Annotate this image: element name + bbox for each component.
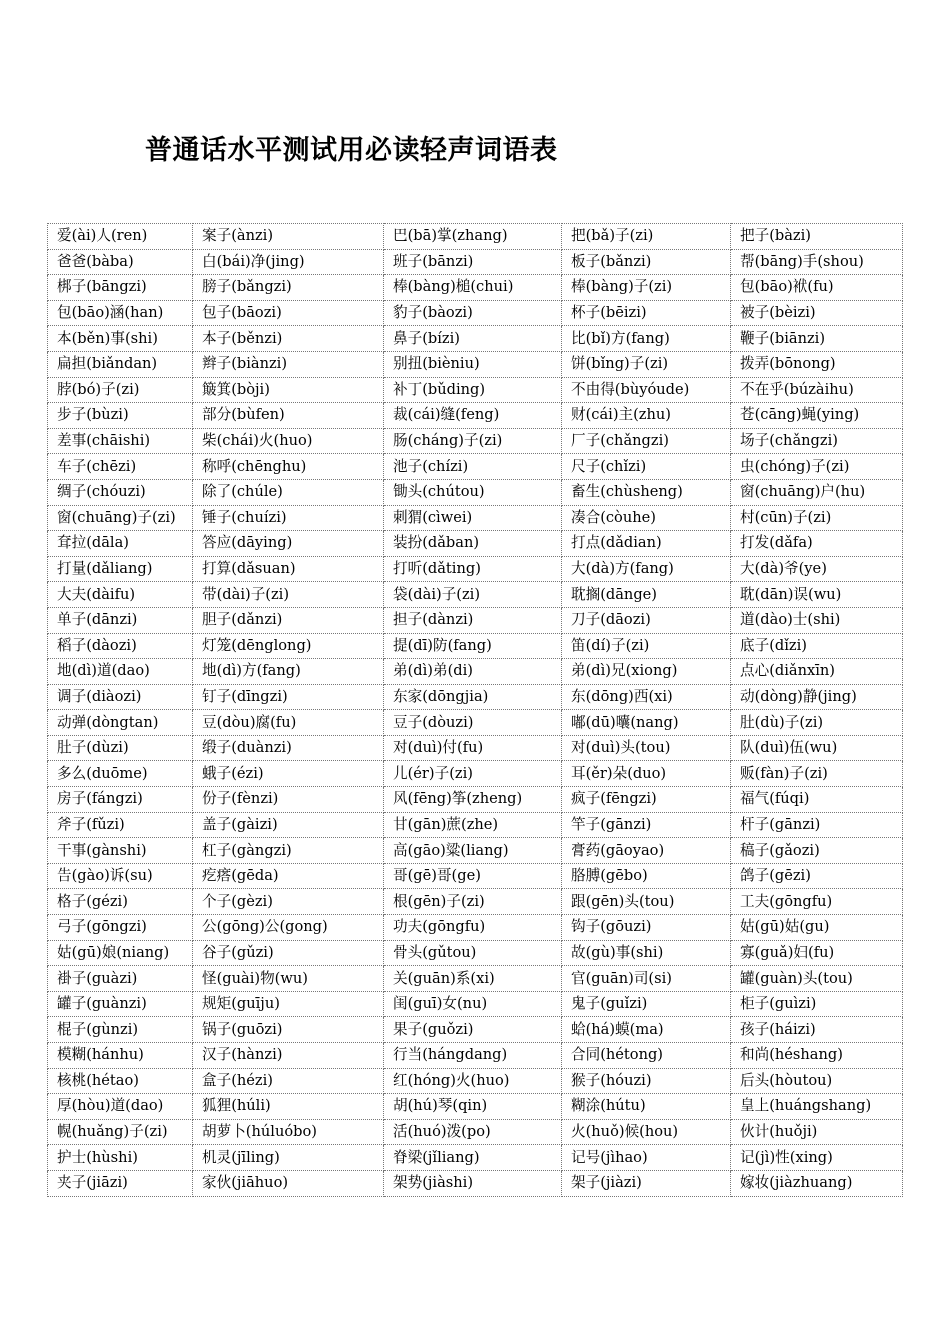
- word-cell: 弟(dì)弟(di): [384, 659, 562, 685]
- word-cell: 大(dà)方(fang): [562, 556, 731, 582]
- word-cell: 根(gēn)子(zi): [384, 889, 562, 915]
- word-cell: 糊涂(hútu): [562, 1094, 731, 1120]
- word-cell: 打点(dǎdian): [562, 531, 731, 557]
- word-cell: 杆子(gānzi): [731, 812, 903, 838]
- word-cell: 活(huó)泼(po): [384, 1119, 562, 1145]
- word-cell: 红(hóng)火(huo): [384, 1068, 562, 1094]
- word-cell: 褂子(guàzi): [48, 966, 193, 992]
- word-cell: 装扮(dǎban): [384, 531, 562, 557]
- word-cell: 竿子(gānzi): [562, 812, 731, 838]
- word-cell: 车子(chēzi): [48, 454, 193, 480]
- table-row: [48, 377, 903, 403]
- word-cell: 膀子(bǎngzi): [193, 275, 384, 301]
- word-cell: 和尚(héshang): [731, 1043, 903, 1069]
- table-row: [48, 710, 903, 736]
- word-cell: 饼(bǐng)子(zi): [562, 351, 731, 377]
- word-cell: 班子(bānzi): [384, 249, 562, 275]
- word-cell: 帮(bāng)手(shou): [731, 249, 903, 275]
- word-cell: 耽(dān)误(wu): [731, 582, 903, 608]
- word-cell: 鬼子(guǐzi): [562, 991, 731, 1017]
- word-cell: 姑(gū)娘(niang): [48, 940, 193, 966]
- word-cell: 官(guān)司(si): [562, 966, 731, 992]
- word-cell: 道(dào)士(shi): [731, 607, 903, 633]
- word-cell: 寡(guǎ)妇(fu): [731, 940, 903, 966]
- word-cell: 打听(dǎting): [384, 556, 562, 582]
- word-cell: 簸箕(bòji): [193, 377, 384, 403]
- table-row: [48, 403, 903, 429]
- word-cell: 稻子(dàozi): [48, 633, 193, 659]
- word-cell: 厚(hòu)道(dao): [48, 1094, 193, 1120]
- word-cell: 被子(bèizi): [731, 300, 903, 326]
- page-title: 普通话水平测试用必读轻声词语表: [145, 135, 558, 166]
- word-cell: 斧子(fǔzi): [48, 812, 193, 838]
- word-cell: 本(běn)事(shi): [48, 326, 193, 352]
- word-cell: 胡(hú)琴(qin): [384, 1094, 562, 1120]
- word-cell: 本子(běnzi): [193, 326, 384, 352]
- word-cell: 称呼(chēnghu): [193, 454, 384, 480]
- word-cell: 份子(fènzi): [193, 787, 384, 813]
- table-row: [48, 812, 903, 838]
- table-row: [48, 915, 903, 941]
- word-cell: 钩子(gōuzi): [562, 915, 731, 941]
- word-cell: 关(guān)系(xi): [384, 966, 562, 992]
- word-cell: 厂子(chǎngzi): [562, 428, 731, 454]
- word-cell: 不由得(bùyóude): [562, 377, 731, 403]
- word-cell: 柴(chái)火(huo): [193, 428, 384, 454]
- word-cell: 包子(bāozi): [193, 300, 384, 326]
- word-cell: 嘟(dū)囔(nang): [562, 710, 731, 736]
- table-row: [48, 889, 903, 915]
- word-cell: 嫁妆(jiàzhuang): [731, 1170, 903, 1196]
- word-cell: 核桃(hétao): [48, 1068, 193, 1094]
- word-cell: 疙瘩(gēda): [193, 863, 384, 889]
- word-cell: 窗(chuāng)户(hu): [731, 479, 903, 505]
- word-cell: 部分(bùfen): [193, 403, 384, 429]
- word-cell: 记(jì)性(xing): [731, 1145, 903, 1171]
- word-cell: 辫子(biànzi): [193, 351, 384, 377]
- word-cell: 甘(gān)蔗(zhe): [384, 812, 562, 838]
- word-cell: 工夫(gōngfu): [731, 889, 903, 915]
- word-table-body: [48, 224, 903, 1197]
- word-cell: 干事(gànshi): [48, 838, 193, 864]
- table-row: [48, 556, 903, 582]
- word-cell: 东家(dōngjia): [384, 684, 562, 710]
- word-cell: 耷拉(dāla): [48, 531, 193, 557]
- word-cell: 骨头(gǔtou): [384, 940, 562, 966]
- word-cell: 脖(bó)子(zi): [48, 377, 193, 403]
- word-cell: 对(duì)头(tou): [562, 735, 731, 761]
- word-cell: 补丁(bǔding): [384, 377, 562, 403]
- word-cell: 肚子(dùzi): [48, 735, 193, 761]
- word-cell: 畜生(chùsheng): [562, 479, 731, 505]
- table-row: [48, 1068, 903, 1094]
- word-cell: 模糊(hánhu): [48, 1043, 193, 1069]
- word-cell: 儿(ér)子(zi): [384, 761, 562, 787]
- word-cell: 耳(ěr)朵(duo): [562, 761, 731, 787]
- word-cell: 大夫(dàifu): [48, 582, 193, 608]
- word-cell: 功夫(gōngfu): [384, 915, 562, 941]
- word-cell: 爸爸(bàba): [48, 249, 193, 275]
- word-cell: 笛(dí)子(zi): [562, 633, 731, 659]
- word-cell: 单子(dānzi): [48, 607, 193, 633]
- word-cell: 猴子(hóuzi): [562, 1068, 731, 1094]
- word-cell: 膏药(gāoyao): [562, 838, 731, 864]
- word-cell: 胡萝卜(húluóbo): [193, 1119, 384, 1145]
- word-cell: 板子(bǎnzi): [562, 249, 731, 275]
- table-row: [48, 1017, 903, 1043]
- word-cell: 带(dài)子(zi): [193, 582, 384, 608]
- word-cell: 扁担(biǎndan): [48, 351, 193, 377]
- word-cell: 锄头(chútou): [384, 479, 562, 505]
- word-cell: 灯笼(dēnglong): [193, 633, 384, 659]
- word-cell: 白(bái)净(jing): [193, 249, 384, 275]
- word-cell: 合同(hétong): [562, 1043, 731, 1069]
- word-cell: 贩(fàn)子(zi): [731, 761, 903, 787]
- word-cell: 锤子(chuízi): [193, 505, 384, 531]
- table-row: [48, 454, 903, 480]
- table-row: [48, 531, 903, 557]
- word-cell: 包(bāo)袱(fu): [731, 275, 903, 301]
- word-cell: 梆子(bāngzi): [48, 275, 193, 301]
- word-cell: 凑合(còuhe): [562, 505, 731, 531]
- word-cell: 袋(dài)子(zi): [384, 582, 562, 608]
- word-cell: 姑(gū)姑(gu): [731, 915, 903, 941]
- table-row: [48, 300, 903, 326]
- table-row: [48, 940, 903, 966]
- table-row: [48, 1170, 903, 1196]
- word-cell: 公(gōng)公(gong): [193, 915, 384, 941]
- word-cell: 东(dōng)西(xi): [562, 684, 731, 710]
- word-cell: 胳膊(gēbo): [562, 863, 731, 889]
- word-cell: 行当(hángdang): [384, 1043, 562, 1069]
- word-cell: 告(gào)诉(su): [48, 863, 193, 889]
- word-cell: 脊梁(jǐliang): [384, 1145, 562, 1171]
- word-cell: 蛾子(ézi): [193, 761, 384, 787]
- word-cell: 规矩(guīju): [193, 991, 384, 1017]
- word-cell: 尺子(chǐzi): [562, 454, 731, 480]
- word-cell: 机灵(jīling): [193, 1145, 384, 1171]
- table-row: [48, 351, 903, 377]
- word-cell: 胆子(dǎnzi): [193, 607, 384, 633]
- word-cell: 风(fēng)筝(zheng): [384, 787, 562, 813]
- word-cell: 杠子(gàngzi): [193, 838, 384, 864]
- word-cell: 裁(cái)缝(feng): [384, 403, 562, 429]
- word-cell: 个子(gèzi): [193, 889, 384, 915]
- word-cell: 弓子(gōngzi): [48, 915, 193, 941]
- word-cell: 果子(guǒzi): [384, 1017, 562, 1043]
- word-cell: 棒(bàng)子(zi): [562, 275, 731, 301]
- table-row: [48, 249, 903, 275]
- word-cell: 豆(dòu)腐(fu): [193, 710, 384, 736]
- word-cell: 谷子(gǔzi): [193, 940, 384, 966]
- word-cell: 调子(diàozi): [48, 684, 193, 710]
- table-row: [48, 991, 903, 1017]
- table-row: [48, 428, 903, 454]
- word-table: [47, 223, 903, 1197]
- word-cell: 底子(dǐzi): [731, 633, 903, 659]
- word-cell: 后头(hòutou): [731, 1068, 903, 1094]
- word-cell: 哥(gē)哥(ge): [384, 863, 562, 889]
- word-cell: 棒(bàng)槌(chui): [384, 275, 562, 301]
- word-cell: 钉子(dīngzi): [193, 684, 384, 710]
- table-row: [48, 659, 903, 685]
- word-cell: 肚(dù)子(zi): [731, 710, 903, 736]
- word-cell: 差事(chāishi): [48, 428, 193, 454]
- word-cell: 跟(gēn)头(tou): [562, 889, 731, 915]
- table-row: [48, 224, 903, 250]
- word-cell: 巴(bā)掌(zhang): [384, 224, 562, 250]
- word-cell: 耽搁(dānge): [562, 582, 731, 608]
- word-cell: 稿子(gǎozi): [731, 838, 903, 864]
- table-row: [48, 684, 903, 710]
- word-cell: 虫(chóng)子(zi): [731, 454, 903, 480]
- word-cell: 打发(dǎfa): [731, 531, 903, 557]
- word-cell: 缎子(duànzi): [193, 735, 384, 761]
- table-row: [48, 607, 903, 633]
- word-cell: 除了(chúle): [193, 479, 384, 505]
- word-cell: 皇上(huángshang): [731, 1094, 903, 1120]
- word-cell: 夹子(jiāzi): [48, 1170, 193, 1196]
- word-cell: 拨弄(bōnong): [731, 351, 903, 377]
- word-cell: 幌(huǎng)子(zi): [48, 1119, 193, 1145]
- word-cell: 肠(cháng)子(zi): [384, 428, 562, 454]
- word-cell: 担子(dànzi): [384, 607, 562, 633]
- word-cell: 答应(dāying): [193, 531, 384, 557]
- word-cell: 刀子(dāozi): [562, 607, 731, 633]
- word-cell: 格子(gézi): [48, 889, 193, 915]
- word-cell: 豆子(dòuzi): [384, 710, 562, 736]
- word-cell: 不在乎(búzàihu): [731, 377, 903, 403]
- word-cell: 窗(chuāng)子(zi): [48, 505, 193, 531]
- word-cell: 伙计(huǒji): [731, 1119, 903, 1145]
- word-cell: 刺猬(cìwei): [384, 505, 562, 531]
- word-cell: 家伙(jiāhuo): [193, 1170, 384, 1196]
- word-cell: 队(duì)伍(wu): [731, 735, 903, 761]
- table-row: [48, 1119, 903, 1145]
- table-row: [48, 863, 903, 889]
- word-cell: 蛤(há)蟆(ma): [562, 1017, 731, 1043]
- table-row: [48, 633, 903, 659]
- word-cell: 盒子(hézi): [193, 1068, 384, 1094]
- word-cell: 村(cūn)子(zi): [731, 505, 903, 531]
- word-cell: 比(bǐ)方(fang): [562, 326, 731, 352]
- word-cell: 地(dì)方(fang): [193, 659, 384, 685]
- table-row: [48, 1094, 903, 1120]
- table-row: [48, 275, 903, 301]
- word-cell: 罐(guàn)头(tou): [731, 966, 903, 992]
- word-cell: 福气(fúqi): [731, 787, 903, 813]
- word-cell: 护士(hùshi): [48, 1145, 193, 1171]
- word-cell: 罐子(guànzi): [48, 991, 193, 1017]
- word-cell: 大(dà)爷(ye): [731, 556, 903, 582]
- table-row: [48, 838, 903, 864]
- table-row: [48, 1145, 903, 1171]
- table-row: [48, 761, 903, 787]
- word-cell: 故(gù)事(shi): [562, 940, 731, 966]
- word-cell: 别扭(bièniu): [384, 351, 562, 377]
- word-cell: 对(duì)付(fu): [384, 735, 562, 761]
- word-cell: 锅子(guōzi): [193, 1017, 384, 1043]
- word-cell: 闺(guī)女(nu): [384, 991, 562, 1017]
- word-cell: 盖子(gàizi): [193, 812, 384, 838]
- word-cell: 怪(guài)物(wu): [193, 966, 384, 992]
- word-cell: 狐狸(húli): [193, 1094, 384, 1120]
- word-cell: 动弹(dòngtan): [48, 710, 193, 736]
- word-cell: 架势(jiàshi): [384, 1170, 562, 1196]
- word-cell: 弟(dì)兄(xiong): [562, 659, 731, 685]
- word-cell: 豹子(bàozi): [384, 300, 562, 326]
- word-cell: 火(huǒ)候(hou): [562, 1119, 731, 1145]
- table-row: [48, 479, 903, 505]
- word-cell: 鸽子(gēzi): [731, 863, 903, 889]
- word-cell: 案子(ànzi): [193, 224, 384, 250]
- table-row: [48, 966, 903, 992]
- word-cell: 爱(ài)人(ren): [48, 224, 193, 250]
- table-row: [48, 1043, 903, 1069]
- word-cell: 包(bāo)涵(han): [48, 300, 193, 326]
- word-cell: 场子(chǎngzi): [731, 428, 903, 454]
- word-cell: 绸子(chóuzi): [48, 479, 193, 505]
- word-cell: 棍子(gùnzi): [48, 1017, 193, 1043]
- word-cell: 多么(duōme): [48, 761, 193, 787]
- table-row: [48, 505, 903, 531]
- word-cell: 提(dī)防(fang): [384, 633, 562, 659]
- word-cell: 打算(dǎsuan): [193, 556, 384, 582]
- word-cell: 孩子(háizi): [731, 1017, 903, 1043]
- table-row: [48, 735, 903, 761]
- word-cell: 把(bǎ)子(zi): [562, 224, 731, 250]
- word-cell: 鞭子(biānzi): [731, 326, 903, 352]
- word-cell: 池子(chízi): [384, 454, 562, 480]
- table-row: [48, 787, 903, 813]
- word-cell: 汉子(hànzi): [193, 1043, 384, 1069]
- word-cell: 点心(diǎnxīn): [731, 659, 903, 685]
- word-cell: 杯子(bēizi): [562, 300, 731, 326]
- word-cell: 财(cái)主(zhu): [562, 403, 731, 429]
- word-cell: 高(gāo)粱(liang): [384, 838, 562, 864]
- word-cell: 把子(bàzi): [731, 224, 903, 250]
- word-cell: 苍(cāng)蝇(ying): [731, 403, 903, 429]
- table-row: [48, 582, 903, 608]
- word-cell: 地(dì)道(dao): [48, 659, 193, 685]
- table-row: [48, 326, 903, 352]
- word-cell: 架子(jiàzi): [562, 1170, 731, 1196]
- word-cell: 房子(fángzi): [48, 787, 193, 813]
- word-cell: 疯子(fēngzi): [562, 787, 731, 813]
- word-cell: 步子(bùzi): [48, 403, 193, 429]
- word-cell: 动(dòng)静(jing): [731, 684, 903, 710]
- word-cell: 记号(jìhao): [562, 1145, 731, 1171]
- word-cell: 柜子(guìzi): [731, 991, 903, 1017]
- word-cell: 鼻子(bízi): [384, 326, 562, 352]
- word-cell: 打量(dǎliang): [48, 556, 193, 582]
